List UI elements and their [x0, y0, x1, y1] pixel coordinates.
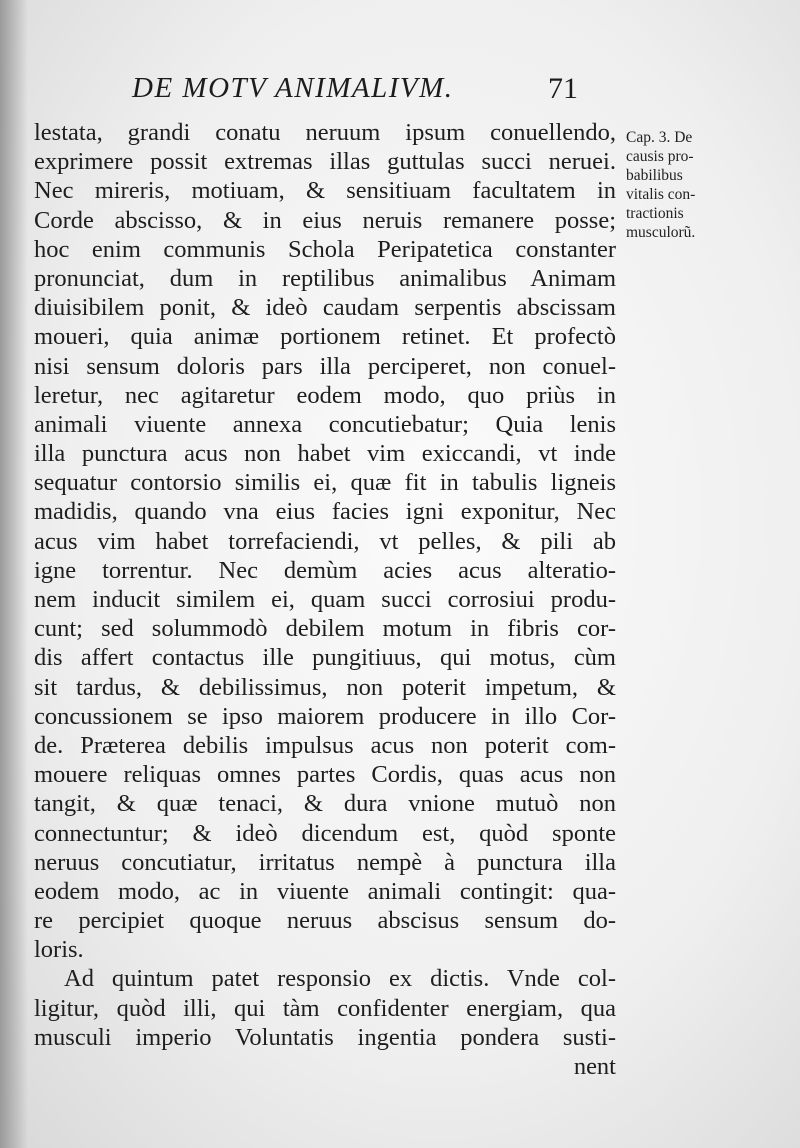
text-line: loris.	[34, 936, 84, 964]
text-line: concussionem se ipso maiorem producere in illo Cor-	[34, 702, 616, 730]
text-line: dis affert contactus ille pungitiuus, qui motus, cùm	[34, 644, 616, 672]
text-line: leretur, nec agitaretur eodem modo, quo priùs in	[34, 381, 616, 409]
text-line: cunt; sed solummodò debilem motum in fibris cor-	[34, 615, 616, 643]
text-line: sit tardus, & debilissimus, non poterit impetum, &	[34, 673, 616, 701]
text-line: sequatur contorsio similis ei, quæ fit in tabulis ligneis	[34, 469, 616, 497]
text-line: exprimere possit extremas illas guttulas succi neruei.	[34, 148, 616, 176]
marginal-note	[626, 128, 746, 242]
text-line: de. Præterea debilis impulsus acus non poterit com-	[34, 731, 616, 759]
text-line: hoc enim communis Schola Peripatetica constanter	[34, 235, 616, 263]
text-line: Corde abscisso, & in eius neruis remanere posse;	[34, 206, 616, 234]
text-line: pronunciat, dum in reptilibus animalibus Animam	[34, 264, 616, 292]
marginal-note-line: tractionis	[626, 205, 684, 222]
marginal-note-line: vitalis con-	[626, 186, 696, 203]
text-line: re percipiet quoque neruus abscisus sensum do-	[34, 907, 616, 935]
marginal-note-line: Cap. 3. De	[626, 129, 693, 146]
text-line: igne torrentur. Nec demùm acies acus alteratio-	[34, 556, 616, 584]
text-line: tangit, & quæ tenaci, & dura vnione mutuò non	[34, 790, 616, 818]
marginal-note-line: causis pro-	[626, 148, 694, 165]
text-line: connectuntur; & ideò dicendum est, quòd sponte	[34, 819, 616, 847]
page-number: 71	[548, 72, 578, 105]
catchword: nent	[573, 1053, 616, 1080]
text-line: eodem modo, ac in viuente animali contingit: qua-	[34, 877, 616, 905]
gutter-shadow	[0, 0, 28, 1148]
text-line: nem inducit similem ei, quam succi corrosiui produ-	[34, 586, 616, 613]
running-title: DE MOTV ANIMALIVM.	[132, 72, 454, 104]
text-line: Nec mireris, motiuam, & sensitiuam facultatem in	[34, 177, 616, 205]
marginal-note-line: musculorũ.	[626, 224, 696, 241]
text-line: animali viuente annexa concutiebatur; Quia lenis	[34, 410, 616, 438]
marginal-note-line: babilibus	[626, 167, 683, 184]
body-text	[34, 118, 616, 1081]
text-line: diuisibilem ponit, & ideò caudam serpentis abscissam	[34, 294, 616, 322]
text-line: musculi imperio Voluntatis ingentia pondera susti-	[34, 1023, 616, 1051]
text-line: mouere reliquas omnes partes Cordis, quas acus non	[34, 761, 616, 789]
text-line: nisi sensum doloris pars illa perciperet, non conuel-	[34, 352, 616, 380]
text-line: madidis, quando vna eius facies igni exponitur, Nec	[34, 498, 616, 526]
text-line: acus vim habet torrefaciendi, vt pelles, & pili ab	[34, 527, 616, 555]
text-line: ligitur, quòd illi, qui tàm confidenter energiam, qua	[34, 994, 616, 1022]
text-line: illa punctura acus non habet vim exiccandi, vt inde	[34, 440, 616, 468]
text-line: moueri, quia animæ portionem retinet. Et profectò	[34, 323, 616, 351]
text-line: neruus concutiatur, irritatus nempè à punctura illa	[34, 848, 616, 876]
text-line: Ad quintum patet responsio ex dictis. Vnde col-	[64, 965, 616, 993]
text-line: lestata, grandi conatu neruum ipsum conuellendo,	[34, 119, 616, 146]
